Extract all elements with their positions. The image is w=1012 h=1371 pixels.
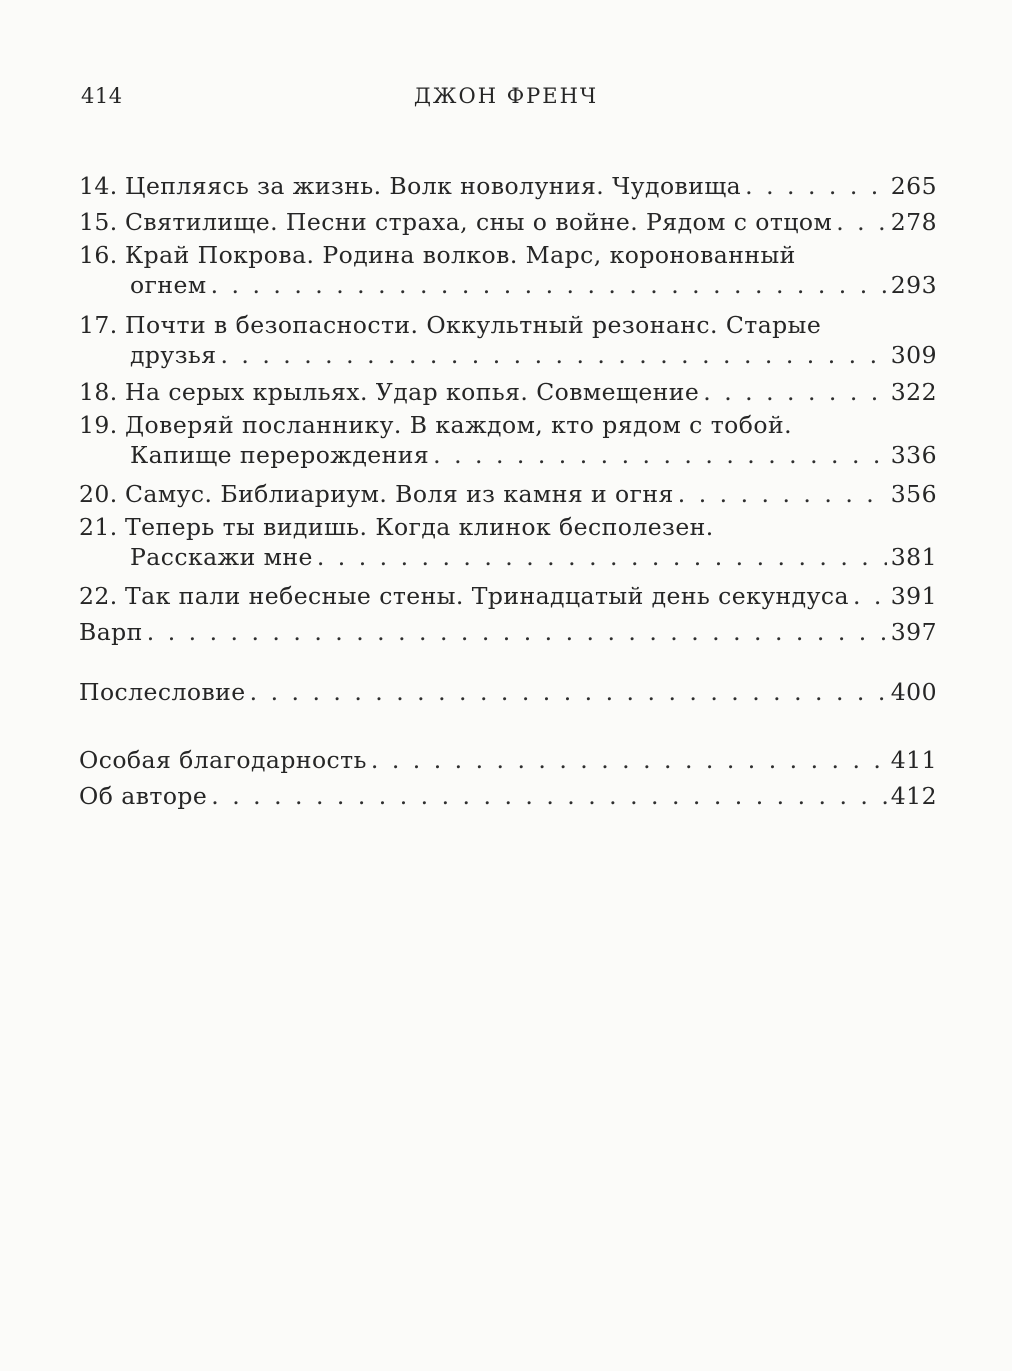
dot-leader (317, 542, 887, 572)
chapter-title: Так пали небесные стены. Тринадцатый день секундуса (125, 582, 849, 610)
page-ref: 397 (890, 618, 937, 646)
toc-entry-about-author (79, 778, 937, 814)
chapter-title: Доверяй посланнику. В каждом, кто рядом с тобой. (125, 411, 792, 439)
page-ref: 309 (890, 341, 937, 369)
dot-leader (836, 204, 887, 240)
dot-leader (371, 742, 887, 778)
dot-leader (211, 270, 887, 300)
chapter-title: На серых крыльях. Удар копья. Совмещение (125, 378, 700, 406)
page-ref: 356 (890, 480, 937, 508)
chapter-number: 17. (79, 311, 118, 339)
chapter-number: 21. (79, 513, 118, 541)
toc-entry-afterword (79, 674, 937, 710)
dot-leader (220, 340, 886, 370)
chapter-title: Край Покрова. Родина волков. Марс, коронованный (125, 241, 796, 269)
toc-entry-thanks (79, 742, 937, 778)
toc-entry-warp (79, 614, 937, 650)
chapter-number: 22. (79, 582, 118, 610)
chapter-number: 20. (79, 480, 118, 508)
page-ref: 391 (890, 582, 937, 610)
section-title: Об авторе (79, 782, 208, 810)
page-ref: 381 (890, 543, 937, 571)
toc-entry-chapter-22 (79, 578, 937, 614)
chapter-number: 19. (79, 411, 118, 439)
chapter-number: 18. (79, 378, 118, 406)
dot-leader (853, 578, 887, 614)
dot-leader (703, 374, 887, 410)
chapter-number: 14. (79, 172, 118, 200)
section-title: Варп (79, 618, 143, 646)
chapter-title-continuation: Капище перерождения (130, 441, 430, 469)
running-head-author: ДЖОН ФРЕНЧ (413, 84, 599, 108)
toc-entry-chapter-19 (79, 410, 937, 470)
section-title: Особая благодарность (79, 746, 367, 774)
chapter-title: Цепляясь за жизнь. Волк новолуния. Чудовища (125, 172, 742, 200)
toc-entry-chapter-21 (79, 512, 937, 572)
toc-entry-chapter-20 (79, 476, 937, 512)
toc-entry-chapter-14 (79, 168, 937, 204)
dot-leader (147, 614, 887, 650)
toc-entry-chapter-17 (79, 310, 937, 370)
table-of-contents (79, 168, 937, 814)
page-ref: 265 (890, 172, 937, 200)
chapter-title: Теперь ты видишь. Когда клинок бесполезен. (125, 513, 714, 541)
chapter-title: Святилище. Песни страха, сны о войне. Рядом с отцом (125, 208, 833, 236)
chapter-title-continuation: огнем (130, 271, 207, 299)
page-ref: 278 (890, 208, 937, 236)
chapter-title-continuation: друзья (130, 341, 217, 369)
running-head (0, 84, 1012, 114)
chapter-number: 16. (79, 241, 118, 269)
toc-entry-chapter-18 (79, 374, 937, 410)
page-ref: 293 (890, 271, 937, 299)
page-ref: 400 (890, 678, 937, 706)
page-ref: 411 (890, 746, 937, 774)
chapter-title: Почти в безопасности. Оккультный резонанс. Старые (125, 311, 822, 339)
page-number: 414 (81, 84, 123, 108)
dot-leader (250, 674, 887, 710)
chapter-number: 15. (79, 208, 118, 236)
dot-leader (745, 168, 887, 204)
page-ref: 412 (890, 782, 937, 810)
dot-leader (678, 476, 887, 512)
dot-leader (433, 440, 887, 470)
chapter-title-continuation: Расскажи мне (130, 543, 313, 571)
toc-entry-chapter-16 (79, 240, 937, 300)
page-ref: 336 (890, 441, 937, 469)
page-ref: 322 (890, 378, 937, 406)
dot-leader (211, 778, 887, 814)
section-title: Послесловие (79, 678, 246, 706)
chapter-title: Самус. Библиариум. Воля из камня и огня (125, 480, 674, 508)
toc-entry-chapter-15 (79, 204, 937, 240)
